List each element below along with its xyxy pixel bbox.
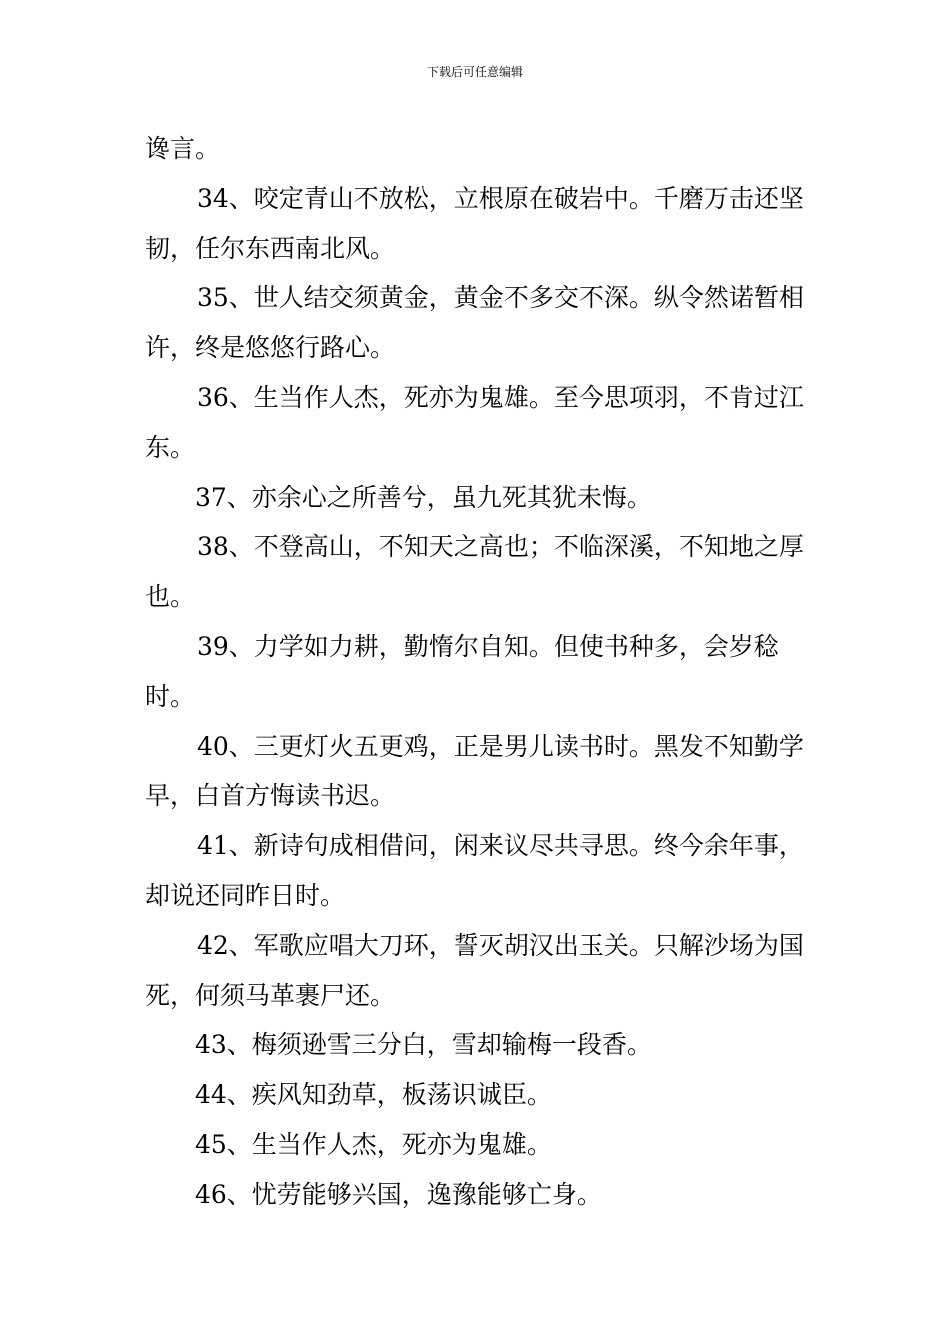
paragraph-44: 44、疾风知劲草，板荡识诚臣。 [195,1080,552,1110]
paragraph-38: 38、不登高山，不知天之高也；不临深溪，不知地之厚也。 [145,532,804,612]
paragraph-40: 40、三更灯火五更鸡，正是男儿读书时。黑发不知勤学早，白首方悔读书迟。 [145,731,804,811]
paragraph-45: 45、生当作人杰，死亦为鬼雄。 [195,1129,552,1159]
paragraph-continuation: 谗言。 [145,134,221,163]
paragraph-39: 39、力学如力耕，勤惰尔自知。但使书种多，会岁稔时。 [145,631,779,711]
paragraph-41: 41、新诗句成相借问，闲来议尽共寻思。终今余年事，却说还同昨日时。 [145,831,804,910]
paragraph-35: 35、世人结交须黄金，黄金不多交不深。纵令然诺暂相许，终是悠悠行路心。 [145,283,804,363]
paragraph-46: 46、忧劳能够兴国，逸豫能够亡身。 [195,1179,602,1209]
paragraph-42: 42、军歌应唱大刀环，誓灭胡汉出玉关。只解沙场为国死，何须马革裹尸还。 [145,930,804,1010]
paragraph-34: 34、咬定青山不放松，立根原在破岩中。千磨万击还坚韧，任尔东西南北风。 [145,183,804,263]
page-header: 下载后可任意编辑 [426,65,523,79]
paragraph-36: 36、生当作人杰，死亦为鬼雄。至今思项羽，不肯过江东。 [145,382,804,462]
paragraph-37: 37、亦余心之所善兮，虽九死其犹未悔。 [195,482,652,512]
document-body [145,124,810,1220]
paragraph-43: 43、梅须逊雪三分白，雪却输梅一段香。 [195,1030,652,1060]
